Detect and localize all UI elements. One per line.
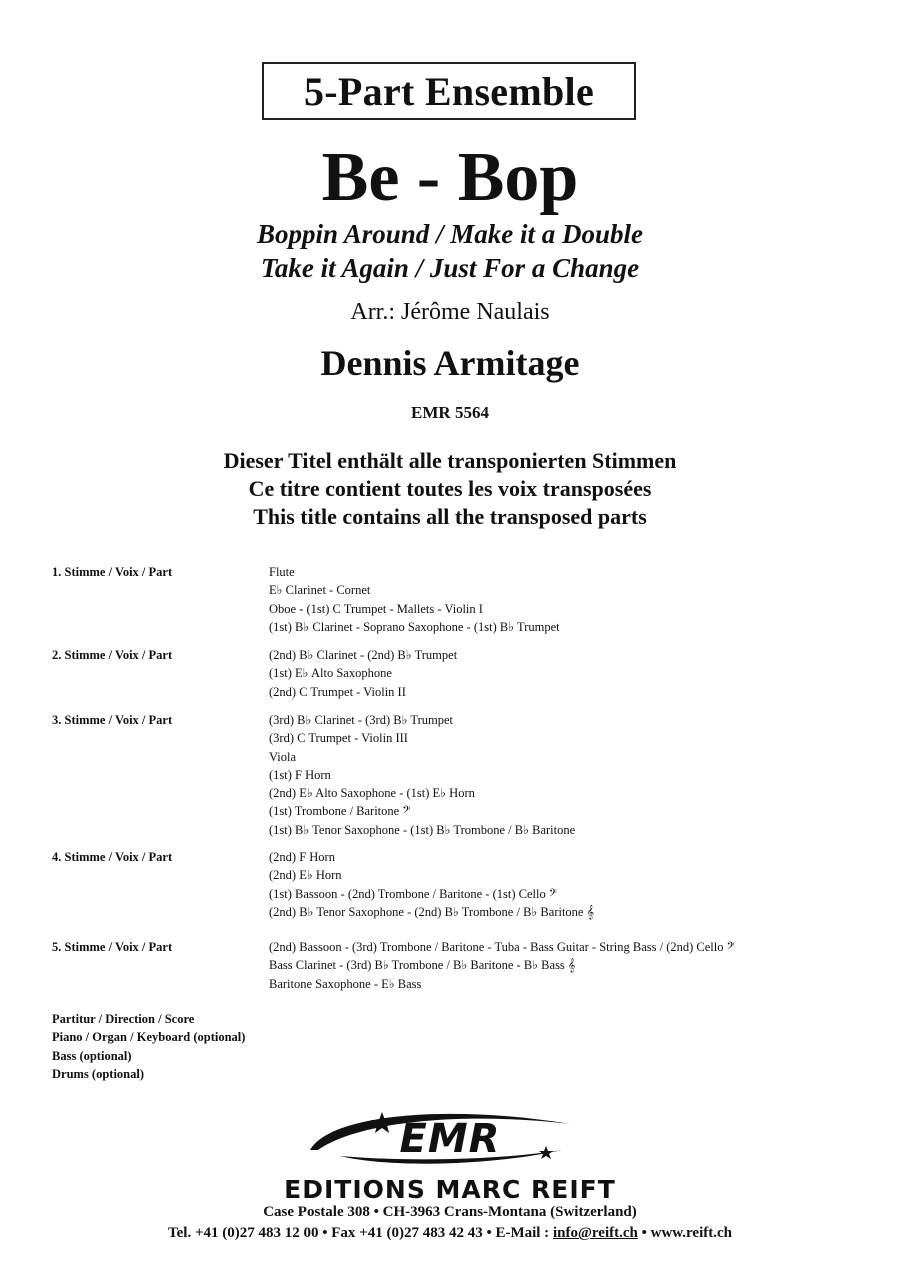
contact-phone-fax: Tel. +41 (0)27 483 12 00 • Fax +41 (0)27 483 42 43 • E-Mail : (168, 1225, 553, 1241)
instrument-line: Viola (269, 749, 297, 764)
subtitle-line-2: Take it Again / Just For a Change (260, 253, 640, 283)
instrument-line: (2nd) E♭ Horn (269, 868, 342, 883)
extra-part-bass: Bass (optional) (52, 1048, 132, 1063)
part-4-instruments (269, 848, 594, 921)
composer: Dennis Armitage (320, 343, 580, 383)
publisher-contact (0, 1223, 900, 1243)
part-2-instruments (269, 646, 457, 701)
instrument-line: Bass Clarinet - (3rd) B♭ Trombone / B♭ Baritone - B♭ Bass 𝄞 (269, 958, 576, 973)
arranger: Arr.: Jérôme Naulais (350, 299, 550, 325)
email-link[interactable]: info@reift.ch (552, 1225, 638, 1241)
part-5-instruments (269, 938, 735, 993)
instrument-line: (1st) B♭ Clarinet - Soprano Saxophone - (1st) B♭ Trumpet (269, 619, 560, 634)
additional-parts (52, 1010, 245, 1083)
instrument-line: Baritone Saxophone - E♭ Bass (269, 976, 422, 991)
subtitle-line-1: Boppin Around / Make it a Double (256, 219, 644, 249)
part-3-instruments (269, 711, 575, 839)
publisher-name: EDITIONS MARC REIFT (284, 1175, 616, 1204)
part-1-instruments (269, 563, 560, 636)
instrument-line: (2nd) C Trumpet - Violin II (269, 684, 406, 699)
ensemble-label-box (262, 62, 636, 120)
publisher-address: Case Postale 308 • CH-3963 Crans-Montana (Switzerland) (263, 1204, 637, 1220)
instrument-line: Oboe - (1st) C Trumpet - Mallets - Violin I (269, 601, 483, 616)
notice-german: Dieser Titel enthält alle transponierten Stimmen (223, 448, 677, 473)
emr-logo (300, 1106, 600, 1172)
extra-part-keyboard: Piano / Organ / Keyboard (optional) (52, 1030, 246, 1045)
instrument-line: (2nd) B♭ Clarinet - (2nd) B♭ Trumpet (269, 648, 458, 662)
piece-title: Be - Bop (321, 139, 579, 216)
instrument-line: (2nd) F Horn (269, 850, 335, 864)
instrument-line: (3rd) C Trumpet - Violin III (269, 731, 408, 746)
instrument-line: (1st) B♭ Tenor Saxophone - (1st) B♭ Trombone / B♭ Baritone (269, 822, 576, 837)
instrument-line: (1st) Bassoon - (2nd) Trombone / Baritone - (1st) Cello 𝄢 (269, 886, 557, 901)
extra-part-score: Partitur / Direction / Score (52, 1012, 195, 1026)
instrument-line: (1st) Trombone / Baritone 𝄢 (269, 804, 411, 819)
instrument-line: (2nd) B♭ Tenor Saxophone - (2nd) B♭ Trombone / B♭ Baritone 𝄞 (269, 904, 594, 919)
part-5-label: 5. Stimme / Voix / Part (52, 940, 173, 954)
notice-french: Ce titre contient toutes les voix transposées (248, 476, 652, 501)
catalog-number: EMR 5564 (411, 403, 489, 422)
transposition-notice (0, 447, 900, 531)
logo-text: EMR (399, 1116, 501, 1162)
instrument-line: (2nd) Bassoon - (3rd) Trombone / Baritone - Tuba - Bass Guitar - String Bass / (2nd) Cello 𝄢 (269, 940, 735, 954)
instrument-line: (1st) E♭ Alto Saxophone (269, 666, 392, 681)
instrument-line: (3rd) B♭ Clarinet - (3rd) B♭ Trumpet (269, 713, 453, 727)
instrument-line: (1st) F Horn (269, 767, 331, 782)
part-1-label: 1. Stimme / Voix / Part (52, 565, 173, 579)
instrument-line: Flute (269, 565, 295, 579)
part-3-label: 3. Stimme / Voix / Part (52, 713, 173, 727)
website-text: • www.reift.ch (637, 1225, 732, 1241)
part-2-label: 2. Stimme / Voix / Part (52, 648, 173, 662)
part-4-label: 4. Stimme / Voix / Part (52, 850, 173, 864)
instrument-line: (2nd) E♭ Alto Saxophone - (1st) E♭ Horn (269, 786, 475, 801)
notice-english: This title contains all the transposed parts (253, 504, 647, 529)
ensemble-label: 5-Part Ensemble (303, 68, 594, 114)
extra-part-drums: Drums (optional) (52, 1066, 145, 1081)
instrument-line: E♭ Clarinet - Cornet (269, 583, 371, 598)
